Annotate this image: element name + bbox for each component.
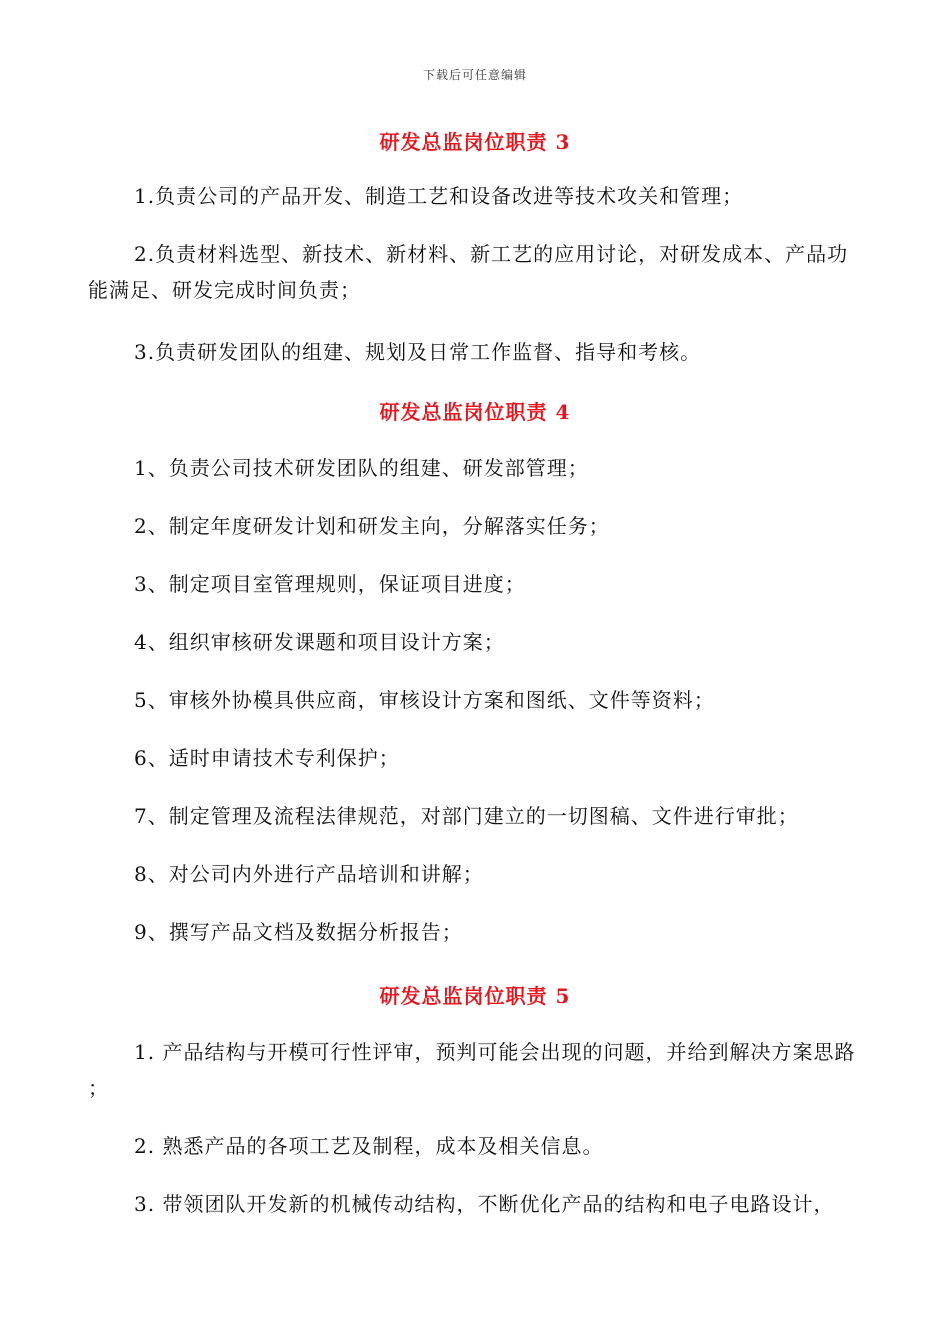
section-4-item-4: 4、组织审核研发课题和项目设计方案； bbox=[134, 630, 505, 654]
section-5-item-2: 2. 熟悉产品的各项工艺及制程，成本及相关信息。 bbox=[134, 1134, 604, 1158]
section-3-item-2: 2.负责材料选型、新技术、新材料、新工艺的应用讨论，对研发成本、产品功能满足、研发完成时间负责； bbox=[88, 242, 849, 302]
section-5-item-1: 1. 产品结构与开模可行性评审，预判可能会出现的问题，并给到解决方案思路 ； bbox=[88, 1040, 856, 1100]
section-3-item-3: 3.负责研发团队的组建、规划及日常工作监督、指导和考核。 bbox=[134, 340, 702, 364]
section-4-item-7: 7、制定管理及流程法律规范，对部门建立的一切图稿、文件进行审批； bbox=[134, 804, 799, 828]
section-title-5: 研发总监岗位职责 5 bbox=[379, 984, 571, 1008]
section-4-item-2: 2、制定年度研发计划和研发主向，分解落实任务； bbox=[134, 514, 610, 538]
section-4-item-9: 9、撰写产品文档及数据分析报告； bbox=[134, 920, 463, 944]
section-4-item-8: 8、对公司内外进行产品培训和讲解； bbox=[134, 862, 484, 886]
section-title-4: 研发总监岗位职责 4 bbox=[379, 400, 571, 424]
section-5-item-3: 3. 带领团队开发新的机械传动结构，不断优化产品的结构和电子电路设计， bbox=[134, 1192, 835, 1216]
section-3-item-1: 1.负责公司的产品开发、制造工艺和设备改进等技术攻关和管理； bbox=[134, 184, 744, 208]
section-title-3: 研发总监岗位职责 3 bbox=[379, 130, 571, 154]
header-note: 下载后可任意编辑 bbox=[422, 68, 527, 82]
section-4-item-6: 6、适时申请技术专利保护； bbox=[134, 746, 400, 770]
section-4-item-1: 1、负责公司技术研发团队的组建、研发部管理； bbox=[134, 456, 589, 480]
section-4-item-3: 3、制定项目室管理规则，保证项目进度； bbox=[134, 572, 526, 596]
section-4-item-5: 5、审核外协模具供应商，审核设计方案和图纸、文件等资料； bbox=[134, 688, 715, 712]
